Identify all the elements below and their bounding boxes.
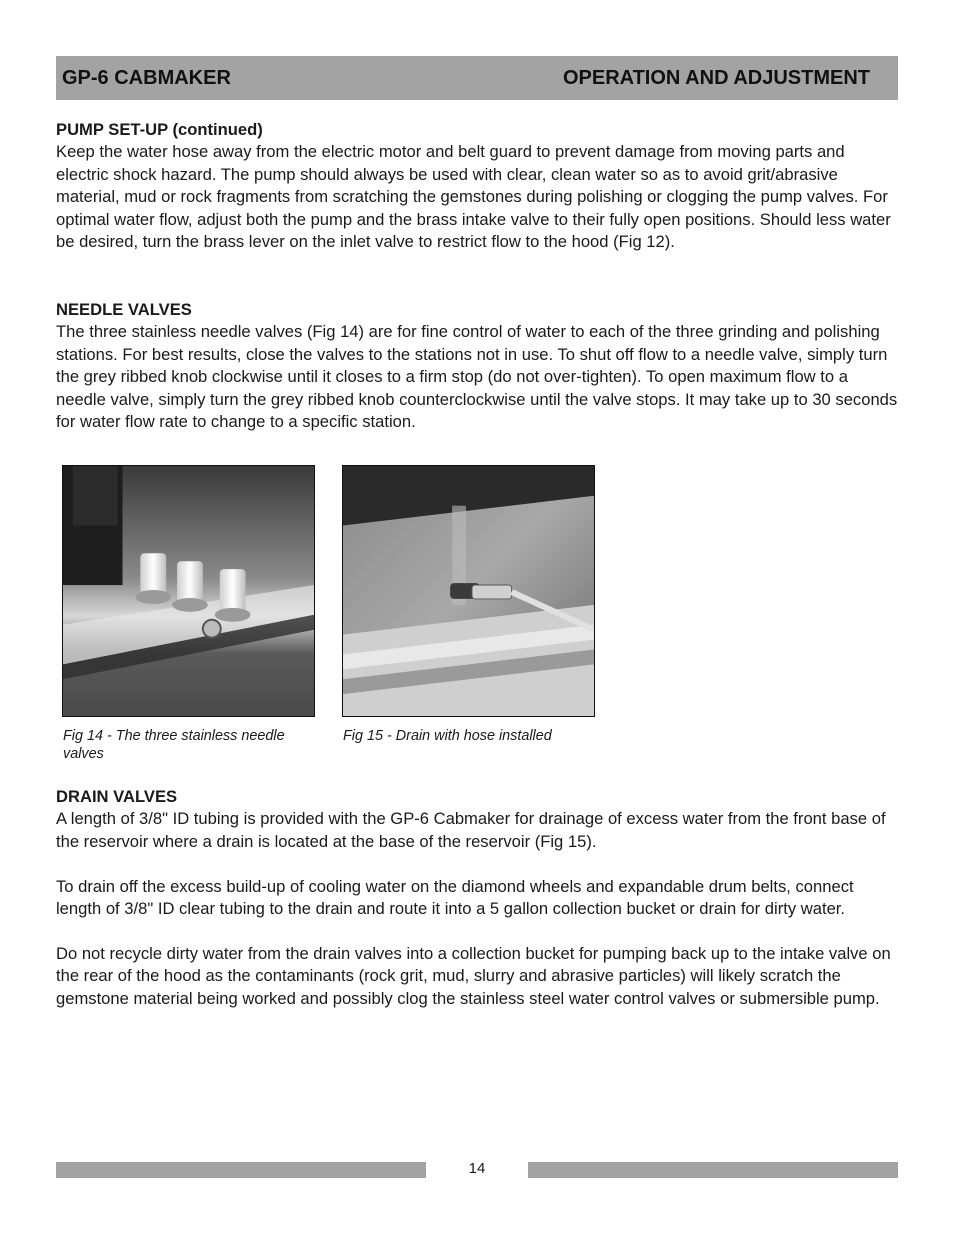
footer-bar-right [528, 1162, 898, 1178]
needle-valves-heading: NEEDLE VALVES [56, 300, 192, 319]
footer-bar-left [56, 1162, 426, 1178]
drain-valves-paragraph-1: A length of 3/8" ID tubing is provided with the GP-6 Cabmaker for drainage of excess water from the front base of the reservoir where a drain is located at the base of the reservoir (Fig 15). [56, 809, 886, 851]
header-left-title: GP-6 CABMAKER [62, 66, 231, 89]
pump-setup-paragraph: Keep the water hose away from the electric motor and belt guard to prevent damage from moving parts and electric shock hazard. The pump should always be used with clear, clean water so as to avoid grit/abrasive material, mud or rock fragments from scratching the gemstones during polishing or clogging the pump valves. For optimal water flow, adjust both the pump and the brass intake valve to their fully open positions. Should less water be desired, turn the brass lever on the inlet valve to restrict flow to the hood (Fig 12). [56, 142, 891, 252]
pump-setup-section [56, 119, 901, 253]
pump-setup-heading: PUMP SET-UP (continued) [56, 120, 263, 139]
fig15-caption: Fig 15 - Drain with hose installed [343, 728, 552, 744]
needle-valves-paragraph: The three stainless needle valves (Fig 14) are for fine control of water to each of the three grinding and polishing stations. For best results, close the valves to the stations not in use. To shut off flow to a needle valve, simply turn the grey ribbed knob clockwise until it closes to a firm stop (do not over-tighten). To open maximum flow to a needle valve, simply turn the grey ribbed knob counterclockwise until the valve stops. It may take up to 30 seconds for water flow rate to change to a specific station. [56, 322, 898, 432]
drain-valves-heading: DRAIN VALVES [56, 787, 178, 806]
drain-valves-paragraph-2: To drain off the excess build-up of cooling water on the diamond wheels and expandable drum belts, connect length of 3/8" ID clear tubing to the drain and route it into a 5 gallon collection bucket or drain for dirty water. [56, 876, 854, 919]
drain-valves-section [56, 786, 901, 1010]
page-number: 14 [468, 1160, 486, 1177]
header-right-title: OPERATION AND ADJUSTMENT [562, 66, 870, 89]
page-header [56, 56, 898, 100]
fig14-caption: Fig 14 - The three stainless needle valves [63, 728, 285, 762]
drain-valves-paragraph-3: Do not recycle dirty water from the drain valves into a collection bucket for pumping back up to the intake valve on the rear of the hood as the contaminants (rock grit, mud, slurry and abrasive particles) will likely scratch the gemstone material being worked and possibly clog the stainless steel water control valves or submersible pump. [56, 943, 891, 1008]
needle-valves-section [56, 299, 901, 433]
fig14-needle-valves-photo [62, 465, 315, 717]
fig15-drain-hose-photo [342, 465, 595, 717]
